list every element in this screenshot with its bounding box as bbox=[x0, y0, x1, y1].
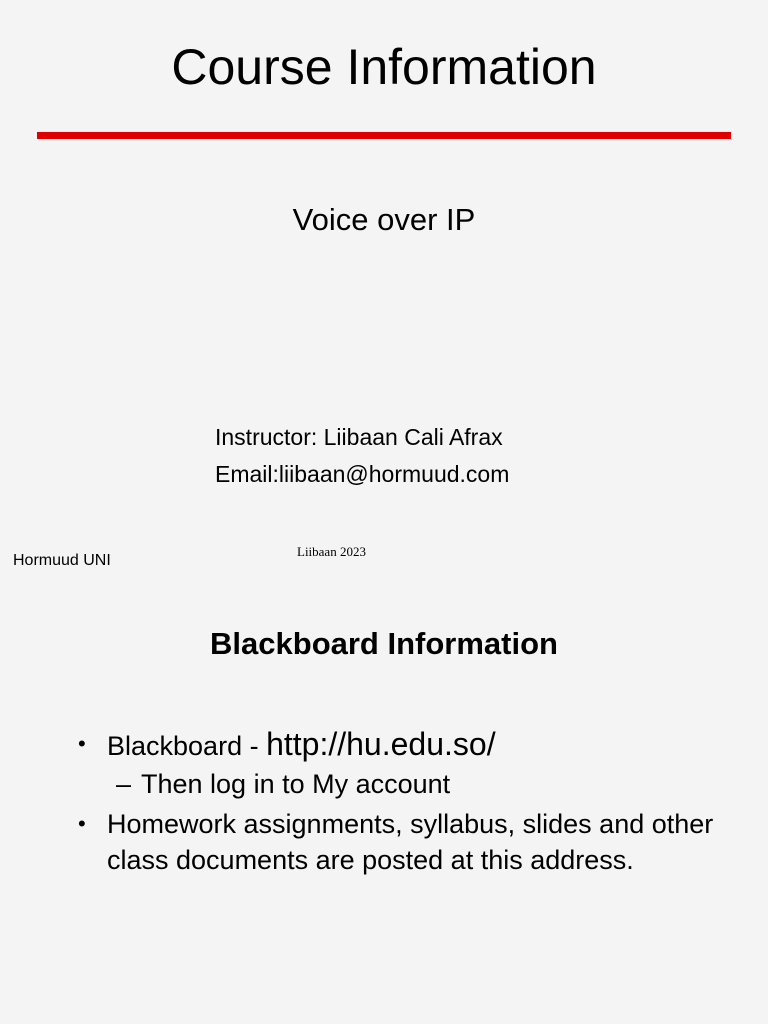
bullet-text: Homework assignments, syllabus, slides and other class documents are posted at this address. bbox=[107, 809, 714, 875]
blackboard-url-link[interactable]: http://hu.edu.so/ bbox=[266, 726, 496, 762]
course-subtitle: Voice over IP bbox=[292, 202, 476, 237]
bullet-prefix: Blackboard - bbox=[107, 731, 267, 761]
instructor-name: Instructor: Liibaan Cali Afrax bbox=[215, 424, 503, 450]
sub-bullet-item-login bbox=[78, 766, 718, 802]
bullet-item-blackboard bbox=[78, 726, 718, 764]
instructor-email: Email:liibaan@hormuud.com bbox=[215, 461, 510, 487]
instructor-info bbox=[215, 419, 509, 493]
blackboard-title: Blackboard Information bbox=[210, 626, 558, 661]
bullet-list bbox=[78, 726, 718, 878]
slide-title: Course Information bbox=[171, 39, 597, 95]
dash-icon: – bbox=[116, 769, 132, 799]
footer-organization: Hormuud UNI bbox=[13, 552, 111, 569]
title-underline-rule bbox=[37, 132, 731, 139]
footer-author-year: Liibaan 2023 bbox=[297, 544, 366, 559]
bullet-icon: • bbox=[78, 811, 86, 836]
bullet-item-homework bbox=[78, 806, 718, 878]
bullet-icon: • bbox=[78, 731, 86, 756]
sub-bullet-text: Then log in to My account bbox=[141, 769, 451, 799]
